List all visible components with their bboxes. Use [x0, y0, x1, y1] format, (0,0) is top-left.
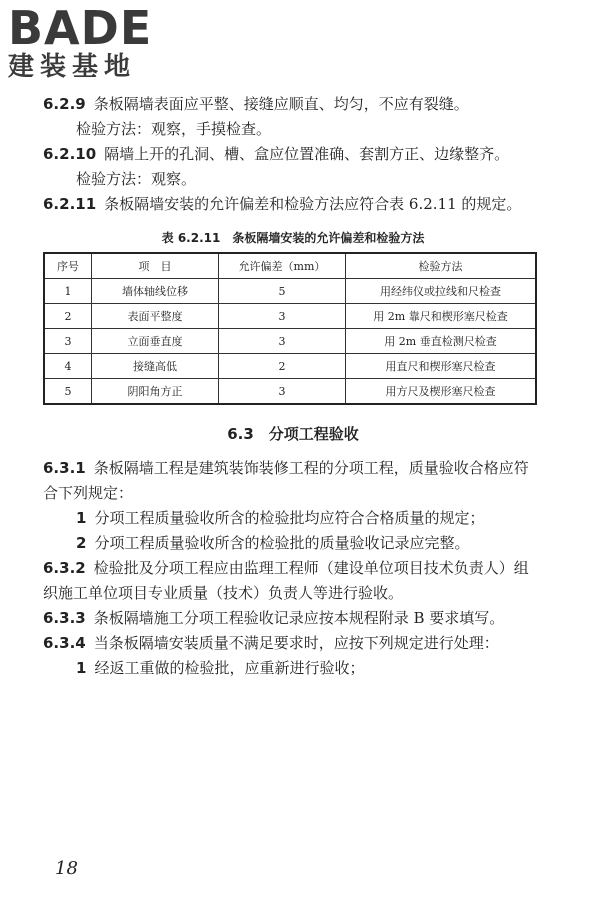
table-cell: 立面垂直度 — [92, 329, 219, 354]
clause-text: 隔墙上开的孔洞、槽、盒应位置准确、套割方正、边缘整齐。 — [104, 145, 510, 163]
table-row — [44, 329, 536, 354]
table-cell: 用 2m 靠尺和楔形塞尺检查 — [346, 304, 537, 329]
clause-6-3-3 — [43, 606, 543, 631]
bade-logo — [8, 1, 153, 82]
clause-text: 检验批及分项工程应由监理工程师（建设单位项目技术负责人）组织施工单位项目专业质量（技术）负责人等进行验收。 — [43, 559, 529, 602]
clause-text: 当条板隔墙安装质量不满足要求时，应按下列规定进行处理： — [93, 634, 499, 652]
clause-text: 条板隔墙工程是建筑装饰装修工程的分项工程，质量验收合格应符合下列规定： — [43, 459, 529, 502]
clause-number: 6.3.3 — [43, 609, 86, 627]
clause-number: 6.2.10 — [43, 145, 97, 163]
item-text: 分项工程质量验收所含的检验批均应符合合格质量的规定； — [94, 509, 485, 527]
clause-text: 条板隔墙施工分项工程验收记录应按本规程附录 B 要求填写。 — [93, 609, 505, 627]
item-number: 1 — [76, 509, 87, 527]
table-row — [44, 304, 536, 329]
table-header-row — [44, 253, 536, 279]
section-title: 6.3 分项工程验收 — [227, 425, 359, 443]
list-item — [43, 656, 543, 681]
clause-number: 6.2.9 — [43, 95, 86, 113]
clause-6-2-11 — [43, 192, 543, 217]
table-cell: 表面平整度 — [92, 304, 219, 329]
clause-number: 6.3.2 — [43, 559, 86, 577]
clause-number: 6.3.1 — [43, 459, 86, 477]
table-cell: 用直尺和楔形塞尺检查 — [346, 354, 537, 379]
table-cell: 用经纬仪或拉线和尺检查 — [346, 279, 537, 304]
table-cell: 3 — [219, 304, 346, 329]
table-cell: 阴阳角方正 — [92, 379, 219, 405]
clause-text: 条板隔墙表面应平整、接缝应顺直、均匀，不应有裂缝。 — [93, 95, 469, 113]
table-cell: 2 — [219, 354, 346, 379]
header-cell: 项 目 — [92, 253, 219, 279]
table-row — [44, 279, 536, 304]
inspection-method: 检验方法：观察。 — [76, 170, 197, 188]
header-cell: 检验方法 — [346, 253, 537, 279]
inspection-method: 检验方法：观察，手摸检查。 — [76, 120, 272, 138]
clause-number: 6.3.4 — [43, 634, 86, 652]
table-cell: 用方尺及楔形塞尺检查 — [346, 379, 537, 405]
table-row — [44, 379, 536, 405]
clause-6-2-10 — [43, 142, 543, 167]
table-cell: 5 — [219, 279, 346, 304]
table-caption: 表 6.2.11 条板隔墙安装的允许偏差和检验方法 — [161, 231, 425, 245]
item-number: 1 — [76, 659, 87, 677]
tolerance-table — [43, 252, 537, 405]
clause-6-3-1 — [43, 456, 543, 506]
logo-subtitle: 建装基地 — [8, 52, 137, 82]
table-cell: 1 — [44, 279, 92, 304]
list-item — [43, 531, 543, 556]
item-number: 2 — [76, 534, 87, 552]
header-cell: 允许偏差（mm） — [219, 253, 346, 279]
table-row — [44, 354, 536, 379]
document-body — [43, 92, 543, 681]
clause-text: 条板隔墙安装的允许偏差和检验方法应符合表 6.2.11 的规定。 — [104, 195, 522, 213]
clause-6-3-2 — [43, 556, 543, 606]
clause-number: 6.2.11 — [43, 195, 97, 213]
item-text: 经返工重做的检验批，应重新进行验收； — [94, 659, 365, 677]
table-cell: 2 — [44, 304, 92, 329]
list-item — [43, 506, 543, 531]
header-cell: 序号 — [44, 253, 92, 279]
table-cell: 4 — [44, 354, 92, 379]
clause-6-2-9 — [43, 92, 543, 117]
page-number: 18 — [55, 858, 78, 879]
table-cell: 用 2m 垂直检测尺检查 — [346, 329, 537, 354]
clause-6-3-4 — [43, 631, 543, 656]
table-cell: 3 — [219, 329, 346, 354]
logo-wordmark: BADE — [8, 1, 153, 55]
table-cell: 5 — [44, 379, 92, 405]
table-cell: 3 — [44, 329, 92, 354]
table-cell: 3 — [219, 379, 346, 405]
item-text: 分项工程质量验收所含的检验批的质量验收记录应完整。 — [94, 534, 470, 552]
table-cell: 接缝高低 — [92, 354, 219, 379]
table-cell: 墙体轴线位移 — [92, 279, 219, 304]
